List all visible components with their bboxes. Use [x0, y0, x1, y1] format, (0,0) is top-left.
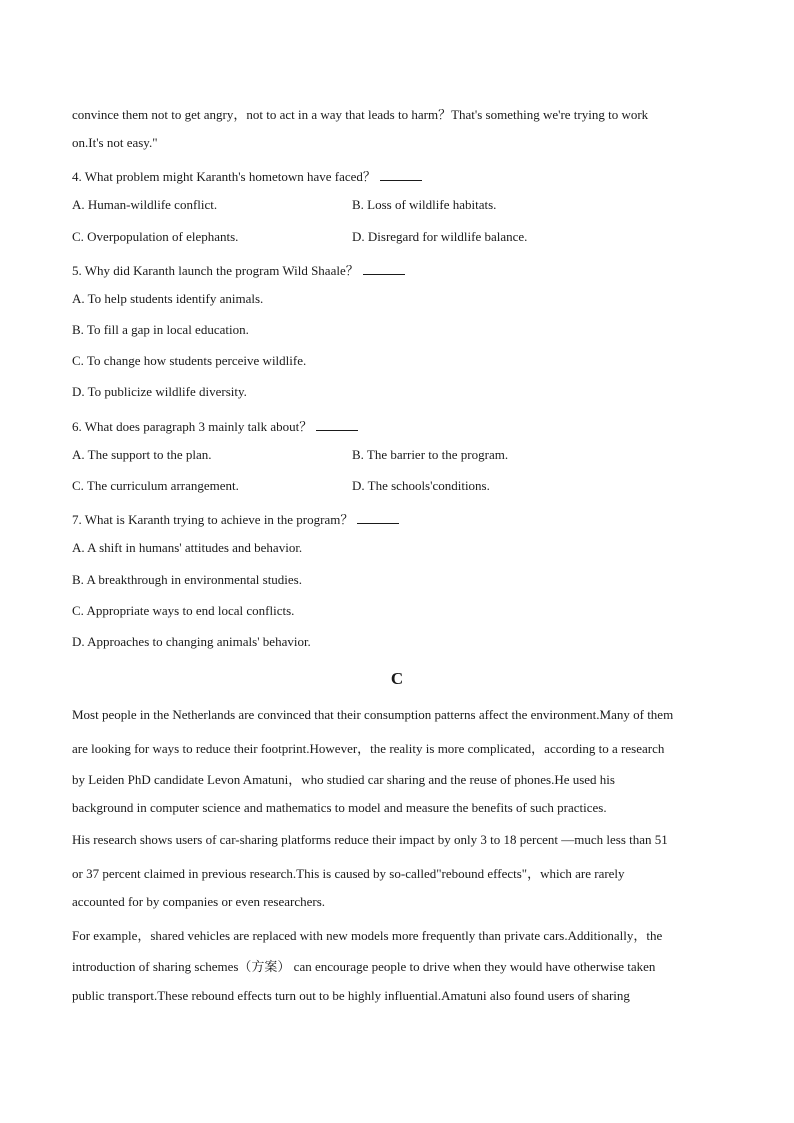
- question-6-option-a: A. The support to the plan.: [72, 447, 212, 462]
- passage-line: are looking for ways to reduce their footprint.However，the reality is more complicated，according to a research: [72, 741, 665, 756]
- answer-blank: [363, 264, 405, 275]
- question-6-stem: [72, 416, 358, 435]
- answer-blank: [316, 420, 358, 431]
- passage-line: by Leiden PhD candidate Levon Amatuni，who studied car sharing and the reuse of phones.He used his: [72, 772, 615, 787]
- passage-line: His research shows users of car-sharing platforms reduce their impact by only 3 to 18 percent —much less than 51: [72, 832, 668, 847]
- question-7-option-a: A. A shift in humans' attitudes and behavior.: [72, 540, 303, 555]
- question-5-option-b: B. To fill a gap in local education.: [72, 322, 249, 337]
- question-6-option-c: C. The curriculum arrangement.: [72, 478, 239, 493]
- question-5-option-d: D. To publicize wildlife diversity.: [72, 384, 247, 399]
- question-7-option-b: B. A breakthrough in environmental studies.: [72, 572, 302, 587]
- question-5-option-a: A. To help students identify animals.: [72, 291, 264, 306]
- passage-line: For example，shared vehicles are replaced with new models more frequently than private cars.Additionally，the: [72, 928, 663, 943]
- question-4-option-d: D. Disregard for wildlife balance.: [352, 229, 528, 244]
- question-6-option-b: B. The barrier to the program.: [352, 447, 509, 462]
- passage-line: background in computer science and mathematics to model and measure the benefits of such practices.: [72, 800, 607, 815]
- question-4-option-a: A. Human-wildlife conflict.: [72, 197, 218, 212]
- question-7-option-c: C. Appropriate ways to end local conflicts.: [72, 603, 295, 618]
- continuation-line-1: convince them not to get angry，not to act in a way that leads to harm？That's something we're trying to work: [72, 107, 649, 122]
- question-5-stem: [72, 260, 405, 279]
- passage-line: introduction of sharing schemes（方案） can encourage people to drive when they would have otherwise taken: [72, 959, 656, 974]
- question-7-option-d: D. Approaches to changing animals' behavior.: [72, 634, 311, 649]
- passage-line: or 37 percent claimed in previous research.This is caused by so-called"rebound effects"，which are rarely: [72, 866, 625, 881]
- question-7-stem: [72, 509, 399, 528]
- question-stem-text: 5. Why did Karanth launch the program Wild Shaale？: [72, 263, 359, 278]
- passage-line: public transport.These rebound effects turn out to be highly influential.Amatuni also found users of sharing: [72, 988, 630, 1003]
- question-stem-text: 7. What is Karanth trying to achieve in the program？: [72, 512, 354, 527]
- answer-blank: [357, 513, 399, 524]
- question-4-option-c: C. Overpopulation of elephants.: [72, 229, 239, 244]
- question-5-option-c: C. To change how students perceive wildlife.: [72, 353, 307, 368]
- section-heading: C: [390, 669, 404, 688]
- question-6-option-d: D. The schools'conditions.: [352, 478, 490, 493]
- question-stem-text: 6. What does paragraph 3 mainly talk about？: [72, 419, 313, 434]
- continuation-line-2: on.It's not easy.": [72, 135, 158, 150]
- question-stem-text: 4. What problem might Karanth's hometown have faced？: [72, 169, 376, 184]
- question-4-stem: [72, 166, 422, 185]
- passage-line: Most people in the Netherlands are convinced that their consumption patterns affect the environment.Many of them: [72, 707, 674, 722]
- question-4-option-b: B. Loss of wildlife habitats.: [352, 197, 497, 212]
- passage-line: accounted for by companies or even researchers.: [72, 894, 326, 909]
- answer-blank: [380, 170, 422, 181]
